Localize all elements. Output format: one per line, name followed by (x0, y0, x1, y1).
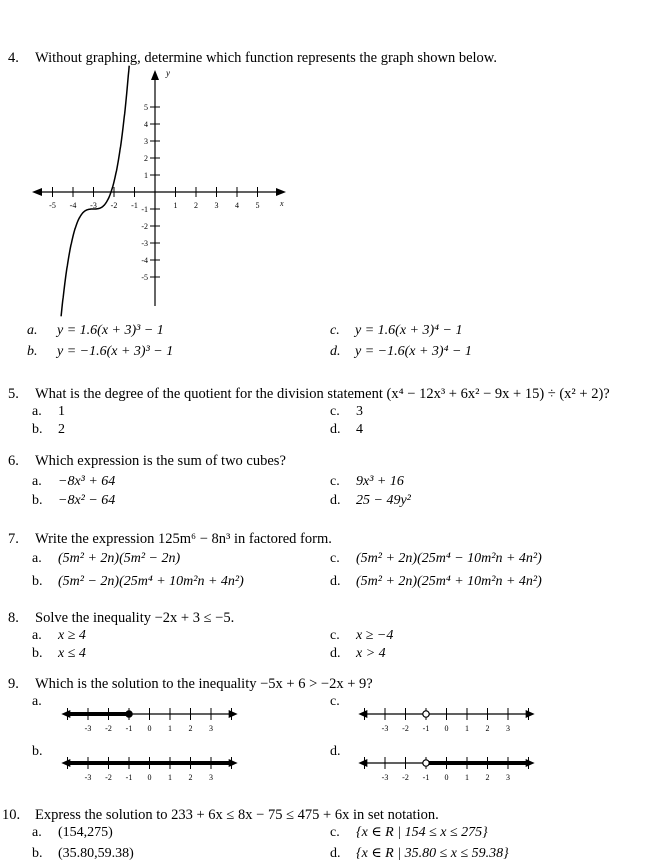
q4-x-tick-label: -1 (131, 201, 138, 210)
number-line-left-arrow (61, 759, 70, 767)
number-line-tick-label: -1 (125, 724, 133, 733)
q8-a-label: a. (32, 628, 42, 643)
q4-x-tick-label: 4 (235, 201, 239, 210)
q10-c-label: c. (330, 825, 340, 840)
q6-d-label: d. (330, 493, 341, 508)
q4-choice-d[interactable]: y = −1.6(x + 3)⁴ − 1 (355, 344, 472, 359)
q10-choice-b[interactable]: (35.80,59.38) (58, 846, 134, 861)
q4-choice-b[interactable]: y = −1.6(x + 3)³ − 1 (57, 344, 174, 359)
q10-b-label: b. (32, 846, 43, 861)
number-line-tick-label: 0 (444, 773, 449, 782)
q10-text: Express the solution to 233 + 6x ≤ 8x − 75 ≤ 475 + 6x in set notation. (35, 807, 439, 823)
q8-choice-d[interactable]: x > 4 (356, 646, 386, 661)
q6-number: 6. (8, 453, 19, 469)
q9-b-label[interactable]: b. (32, 744, 43, 759)
q10-a-label: a. (32, 825, 42, 840)
q7-d-label: d. (330, 574, 341, 589)
q4-x-label: x (280, 199, 284, 208)
q8-d-label: d. (330, 646, 341, 661)
number-line-tick-label: -3 (84, 773, 92, 782)
number-line-tick-label: -1 (422, 724, 430, 733)
q4-b-label: b. (27, 344, 38, 359)
q5-text: What is the degree of the quotient for the division statement (x⁴ − 12x³ + 6x² − 9x + 15) ÷ (x² + 2)? (35, 386, 610, 402)
number-line-tick-label: -3 (84, 724, 92, 733)
q4-choice-a[interactable]: y = 1.6(x + 3)³ − 1 (57, 323, 164, 338)
number-line-tick-label: 2 (188, 773, 193, 782)
number-line-tick-label: 3 (506, 724, 510, 733)
q4-y-tick-label: -1 (141, 205, 148, 214)
q9-number: 9. (8, 676, 19, 692)
number-line-right-arrow (526, 710, 535, 718)
number-line-tick-label: 0 (147, 724, 152, 733)
number-line-tick-label: 3 (209, 724, 213, 733)
q7-text: Write the expression 125m⁶ − 8n³ in factored form. (35, 531, 332, 547)
q4-x-tick-label: -3 (90, 201, 97, 210)
q9-number-line-c[interactable] (358, 708, 534, 733)
number-line-left-arrow (358, 710, 367, 718)
number-line-tick-label: 3 (209, 773, 213, 782)
q4-y-tick-label: 2 (144, 154, 148, 163)
q8-number: 8. (8, 610, 19, 626)
number-line-open-point (423, 711, 429, 717)
q4-x-tick-label: -4 (69, 201, 77, 210)
q9-a-label[interactable]: a. (32, 694, 42, 709)
q9-number-line-a[interactable] (61, 708, 237, 733)
q6-choice-a[interactable]: −8x³ + 64 (58, 474, 116, 489)
q9-number-line-b[interactable] (61, 757, 237, 782)
number-line-left-arrow (358, 759, 367, 767)
number-line-right-arrow (526, 759, 535, 767)
q6-b-label: b. (32, 493, 43, 508)
q4-choice-c[interactable]: y = 1.6(x + 3)⁴ − 1 (355, 323, 463, 338)
number-line-tick-label: -2 (105, 773, 112, 782)
q6-c-label: c. (330, 474, 340, 489)
q10-d-label: d. (330, 846, 341, 861)
q8-choice-a[interactable]: x ≥ 4 (58, 628, 86, 643)
q4-x-tick-label: 2 (194, 201, 198, 210)
q4-y-tick-label: -3 (141, 239, 148, 248)
q7-b-label: b. (32, 574, 43, 589)
number-line-tick-label: 1 (465, 773, 469, 782)
q5-choice-d[interactable]: 4 (356, 422, 363, 437)
q10-choice-d[interactable]: {x ∈ R | 35.80 ≤ x ≤ 59.38} (356, 846, 509, 861)
number-line-tick-label: -3 (381, 724, 389, 733)
number-line-tick-label: 0 (444, 724, 449, 733)
number-line-left-arrow (61, 710, 70, 718)
number-line-closed-point (126, 711, 132, 717)
q5-a-label: a. (32, 404, 42, 419)
q4-x-tick-label: -2 (110, 201, 118, 210)
q8-choice-b[interactable]: x ≤ 4 (58, 646, 86, 661)
number-line-tick-label: -3 (381, 773, 389, 782)
q4-y-tick-label: 4 (144, 120, 148, 129)
q8-b-label: b. (32, 646, 43, 661)
q8-choice-c[interactable]: x ≥ −4 (356, 628, 394, 643)
q4-text: Without graphing, determine which function represents the graph shown below. (35, 50, 497, 66)
q8-c-label: c. (330, 628, 340, 643)
q4-y-label: y (166, 68, 170, 78)
number-line-open-point (423, 760, 429, 766)
number-line-tick-label: 1 (168, 773, 172, 782)
q4-x-tick-label: -5 (49, 201, 56, 210)
q5-number: 5. (8, 386, 19, 402)
q7-c-label: c. (330, 551, 340, 566)
q4-y-tick-label: 3 (144, 137, 148, 146)
q6-choice-c[interactable]: 9x³ + 16 (356, 474, 404, 489)
q9-number-line-d[interactable] (358, 757, 534, 782)
number-line-tick-label: 0 (147, 773, 152, 782)
number-line-tick-label: -2 (105, 724, 112, 733)
q4-number: 4. (8, 50, 19, 66)
q5-d-label: d. (330, 422, 341, 437)
q4-a-label: a. (27, 323, 38, 338)
q9-d-label[interactable]: d. (330, 744, 341, 759)
q6-choice-d[interactable]: 25 − 49y² (356, 493, 411, 508)
q8-text: Solve the inequality −2x + 3 ≤ −5. (35, 610, 235, 626)
q10-choice-a[interactable]: (154,275) (58, 825, 113, 840)
q4-y-tick-label: 5 (144, 103, 148, 112)
number-line-tick-label: 3 (506, 773, 510, 782)
number-line-tick-label: 2 (188, 724, 193, 733)
number-line-tick-label: -2 (402, 724, 409, 733)
q5-b-label: b. (32, 422, 43, 437)
q6-text: Which expression is the sum of two cubes? (35, 453, 286, 469)
q4-x-tick-label: 1 (173, 201, 178, 210)
q6-a-label: a. (32, 474, 42, 489)
q4-y-tick-label: -5 (141, 273, 148, 282)
q10-number: 10. (2, 807, 21, 823)
number-line-tick-label: -1 (125, 773, 133, 782)
number-line-tick-label: 2 (485, 724, 490, 733)
q7-a-label: a. (32, 551, 42, 566)
q5-choice-c[interactable]: 3 (356, 404, 363, 419)
number-line-right-arrow (229, 759, 238, 767)
q9-c-label[interactable]: c. (330, 694, 340, 709)
number-line-tick-label: 2 (485, 773, 490, 782)
q4-x-tick-label: 5 (255, 201, 260, 210)
q4-x-tick-label: 3 (214, 201, 219, 210)
q4-c-label: c. (330, 323, 340, 338)
q5-c-label: c. (330, 404, 340, 419)
number-line-tick-label: 1 (465, 724, 469, 733)
q7-number: 7. (8, 531, 19, 547)
q4-y-tick-label: -2 (141, 222, 148, 231)
q4-y-tick-label: 1 (144, 171, 148, 180)
number-line-tick-label: -2 (402, 773, 409, 782)
number-line-right-arrow (229, 710, 238, 718)
q9-text: Which is the solution to the inequality −5x + 6 > −2x + 9? (35, 676, 373, 692)
q7-choice-b[interactable]: (5m² − 2n)(25m⁴ + 10m²n + 4n²) (58, 574, 244, 589)
q4-d-label: d. (330, 344, 341, 359)
q6-choice-b[interactable]: −8x² − 64 (58, 493, 116, 508)
q10-choice-c[interactable]: {x ∈ R | 154 ≤ x ≤ 275} (356, 825, 488, 840)
q5-choice-a[interactable]: 1 (58, 404, 65, 419)
q7-choice-a[interactable]: (5m² + 2n)(5m² − 2n) (58, 551, 181, 566)
q4-y-tick-label: -4 (141, 256, 148, 265)
q5-choice-b[interactable]: 2 (58, 422, 65, 437)
number-line-tick-label: 1 (168, 724, 172, 733)
q7-choice-c[interactable]: (5m² + 2n)(25m⁴ − 10m²n + 4n²) (356, 551, 542, 566)
q7-choice-d[interactable]: (5m² + 2n)(25m⁴ + 10m²n + 4n²) (356, 574, 542, 589)
number-line-tick-label: -1 (422, 773, 430, 782)
